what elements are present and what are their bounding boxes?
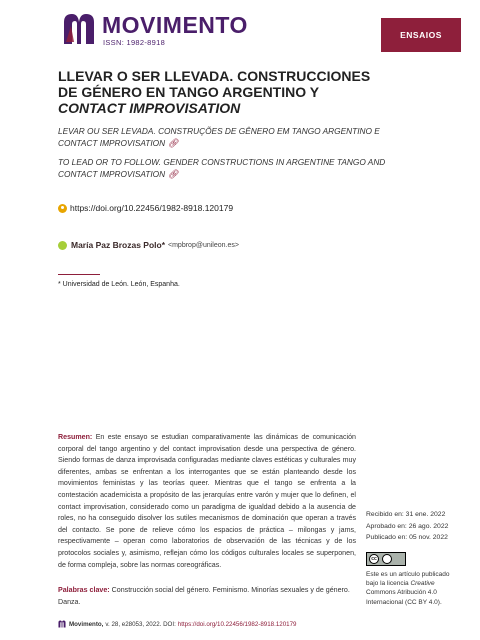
subtitle-portuguese (58, 126, 388, 149)
doi-icon (58, 204, 67, 213)
cc-license-badge[interactable] (366, 552, 406, 566)
abstract (58, 432, 356, 571)
license-line-3: Commons Atribución 4.0 (366, 589, 437, 597)
orcid-icon[interactable] (58, 241, 67, 250)
title-line-1: LLEVAR O SER LLEVADA. CONSTRUCCIONES (58, 68, 371, 84)
journal-name: MOVIMENTO (102, 12, 248, 38)
footer-logo-icon (58, 620, 66, 628)
cc-icon: cc (369, 554, 379, 564)
cc-by-icon (382, 554, 392, 564)
title-line-3-italic: CONTACT IMPROVISATION (58, 100, 241, 116)
translation-link-icon[interactable]: 🔗︎ (168, 137, 180, 148)
doi-text[interactable]: https://doi.org/10.22456/1982-8918.120179 (70, 203, 234, 213)
keywords-label: Palabras clave: (58, 586, 110, 594)
published-date: Publicado en: 05 nov. 2022 (366, 534, 448, 541)
footer-doi-link[interactable]: https://doi.org/10.22456/1982-8918.120179 (177, 620, 297, 628)
page-footer (58, 620, 297, 628)
author-line (58, 240, 239, 250)
section-tag: ENSAIOS (381, 18, 461, 52)
abstract-label: Resumen: (58, 433, 93, 441)
journal-logo-icon (62, 12, 96, 46)
footer-citation: v. 28, e28053, 2022. DOI: (105, 620, 176, 628)
abstract-text: En este ensayo se estudian comparativamente las dinámicas de comunicación corporal del tango argentino y del contact improvisation desde una perspectiva de género. Siendo formas de danza improvisada configuradas mediante claves estéticas y culturales muy diferentes, ambas se enfrentan a los interrogantes que se están planteando desde los movimientos feministas y las teorías queer. Mientras que el tango se enfrenta a la contestación academicista a propósito de las jerarquías entre varón y mujer que lo definen, el contact improvisation, considerado como un paradigma de igualdad debido a la ausencia de roles, no ha conseguido disolver los sutiles mecanismos de dominación que operan a través del contacto. Se pone de relieve cómo los espacios de práctica – milongas y jams, respectivamente – operan como laboratorios de observación de las técnicas y de los protocolos sociales y, asimismo, reflejan cómo los códigos culturales locales se superponen, de forma compleja, sobre las normas coreográficas. (58, 433, 356, 569)
author-email[interactable]: <mpbrop@unileon.es> (168, 241, 239, 249)
license-line-2-italic: Creative (410, 580, 435, 588)
title-line-2: DE GÉNERO EN TANGO ARGENTINO Y (58, 84, 320, 100)
subtitle-pt-text: LEVAR OU SER LEVADA. CONSTRUÇÕES DE GÊNERO EM TANGO ARGENTINO E CONTACT IMPROVISATION (58, 126, 380, 148)
license-line-2-text: bajo la licencia (366, 580, 409, 588)
author-affiliation: * Universidad de León. León, Espanha. (58, 281, 180, 288)
keywords (58, 585, 356, 608)
footer-journal: Movimento, (69, 620, 104, 628)
received-date: Recibido en: 31 ene. 2022 (366, 511, 446, 518)
subtitle-english (58, 157, 388, 180)
article-title (58, 68, 388, 116)
translation-link-icon[interactable]: 🔗︎ (168, 168, 180, 179)
journal-issn: ISSN: 1982-8918 (103, 38, 166, 47)
journal-header (0, 0, 480, 60)
keywords-text: Construcción social del género. Feminismo. Minorías sexuales y de género. Danza. (58, 586, 350, 606)
author-name: María Paz Brozas Polo* (71, 240, 166, 250)
license-text (366, 570, 466, 607)
approved-date: Aprobado en: 26 ago. 2022 (366, 522, 449, 530)
title-line-3 (58, 100, 388, 116)
license-line-2 (366, 579, 466, 588)
license-line-1: Este es un artículo publicado (366, 571, 450, 578)
publication-dates (366, 509, 448, 544)
license-line-4: Internacional (CC BY 4.0). (366, 598, 442, 606)
doi-link[interactable] (58, 203, 233, 213)
footnote-divider (58, 274, 100, 275)
subtitle-en-text: TO LEAD OR TO FOLLOW. GENDER CONSTRUCTIONS IN ARGENTINE TANGO AND CONTACT IMPROVISATION (58, 157, 386, 179)
